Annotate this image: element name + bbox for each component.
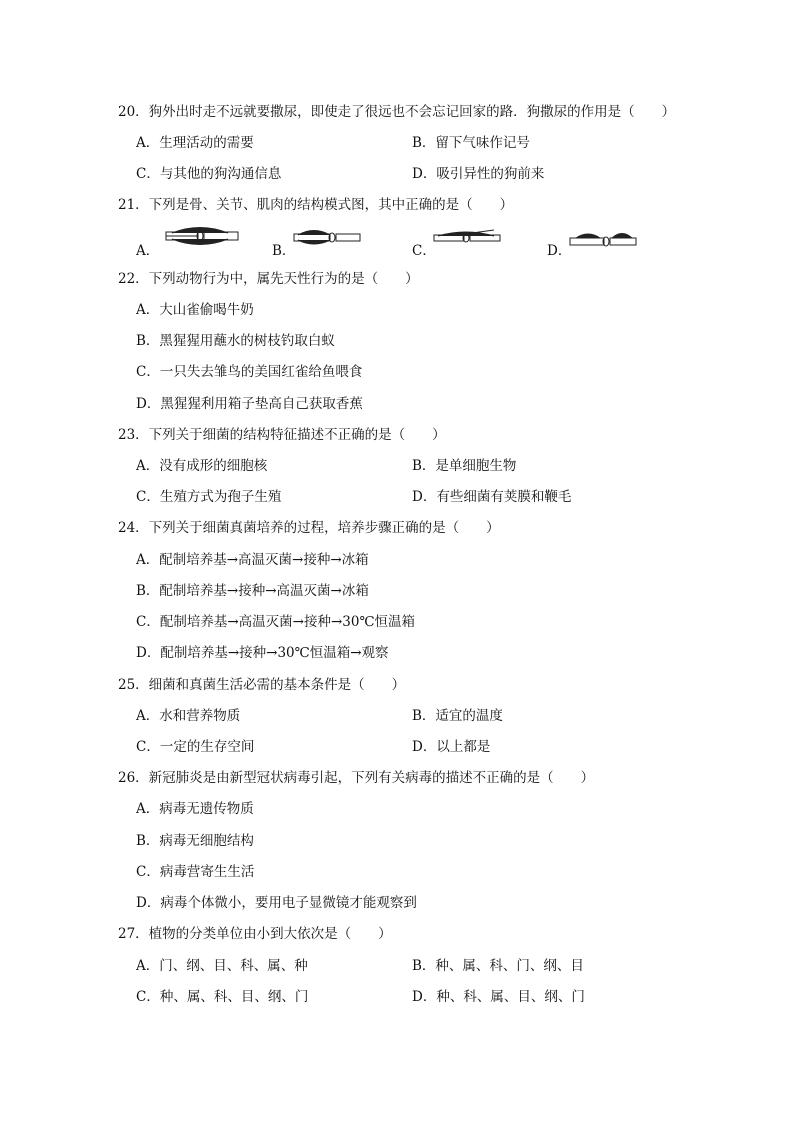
q20-option-d: D．吸引异性的狗前来 <box>412 166 545 182</box>
question-26-stem: 26．新冠肺炎是由新型冠状病毒引起，下列有关病毒的描述不正确的是（ ） <box>118 770 595 786</box>
q25-option-a: A．水和营养物质 <box>136 708 241 724</box>
q27-option-a: A．门、纲、目、科、属、种 <box>136 958 308 974</box>
q24-option-b: B．配制培养基→接种→高温灭菌→冰箱 <box>136 583 369 599</box>
question-21-stem: 21．下列是骨、关节、肌肉的结构模式图，其中正确的是（ ） <box>118 197 514 213</box>
question-22-stem: 22．下列动物行为中，属先天性行为的是（ ） <box>118 271 419 287</box>
q25-option-d: D．以上都是 <box>412 739 491 755</box>
q21-option-b-label: B． <box>272 243 296 259</box>
q23-option-c: C．生殖方式为孢子生殖 <box>136 489 282 505</box>
q24-option-d: D．配制培养基→接种→30℃恒温箱→观察 <box>136 645 389 661</box>
q23-option-a: A．没有成形的细胞核 <box>136 458 268 474</box>
q24-option-c: C．配制培养基→高温灭菌→接种→30℃恒温箱 <box>136 614 416 630</box>
q27-option-c: C．种、属、科、目、纲、门 <box>136 989 309 1005</box>
q21-option-c-label: C． <box>412 243 436 259</box>
q23-option-d: D．有些细菌有荚膜和鞭毛 <box>412 489 572 505</box>
q21-option-a <box>136 242 159 260</box>
bone-joint-muscle-diagram-c-icon <box>432 226 502 248</box>
q22-option-a: A．大山雀偷喝牛奶 <box>136 302 254 318</box>
q20-option-a: A．生理活动的需要 <box>136 135 254 151</box>
question-20-stem: 20．狗外出时走不远就要撒尿，即使走了很远也不会忘记回家的路．狗撒尿的作用是（ ） <box>118 104 676 120</box>
q26-option-c: C．病毒营寄生生活 <box>136 864 255 880</box>
bone-joint-muscle-diagram-b-icon <box>292 226 362 248</box>
question-24-stem: 24．下列关于细菌真菌培养的过程，培养步骤正确的是（ ） <box>118 520 500 536</box>
q26-option-b: B．病毒无细胞结构 <box>136 833 254 849</box>
q25-option-c: C．一定的生存空间 <box>136 739 255 755</box>
q21-option-d-label: D． <box>547 243 572 259</box>
q22-option-d: D．黑猩猩利用箱子垫高自己获取香蕉 <box>136 396 363 412</box>
q21-option-a-label: A． <box>136 243 160 259</box>
q27-option-d: D．种、科、属、目、纲、门 <box>412 989 585 1005</box>
q27-option-b: B．种、属、科、门、纲、目 <box>412 958 584 974</box>
bone-joint-muscle-diagram-d-icon <box>568 226 638 250</box>
q24-option-a: A．配制培养基→高温灭菌→接种→冰箱 <box>136 552 369 568</box>
q20-option-b: B．留下气味作记号 <box>412 135 530 151</box>
q25-option-b: B．适宜的温度 <box>412 708 503 724</box>
q23-option-b: B．是单细胞生物 <box>412 458 517 474</box>
bone-joint-muscle-diagram-a-icon <box>164 224 240 248</box>
q26-option-a: A．病毒无遗传物质 <box>136 801 254 817</box>
q22-option-c: C．一只失去雏鸟的美国红雀给鱼喂食 <box>136 364 363 380</box>
question-23-stem: 23．下列关于细菌的结构特征描述不正确的是（ ） <box>118 427 446 443</box>
q26-option-d: D．病毒个体微小，要用电子显微镜才能观察到 <box>136 895 417 911</box>
q20-option-c: C．与其他的狗沟通信息 <box>136 166 282 182</box>
question-27-stem: 27．植物的分类单位由小到大依次是（ ） <box>118 926 392 942</box>
question-25-stem: 25．细菌和真菌生活必需的基本条件是（ ） <box>118 677 406 693</box>
q22-option-b: B．黑猩猩用蘸水的树枝钓取白蚁 <box>136 333 335 349</box>
